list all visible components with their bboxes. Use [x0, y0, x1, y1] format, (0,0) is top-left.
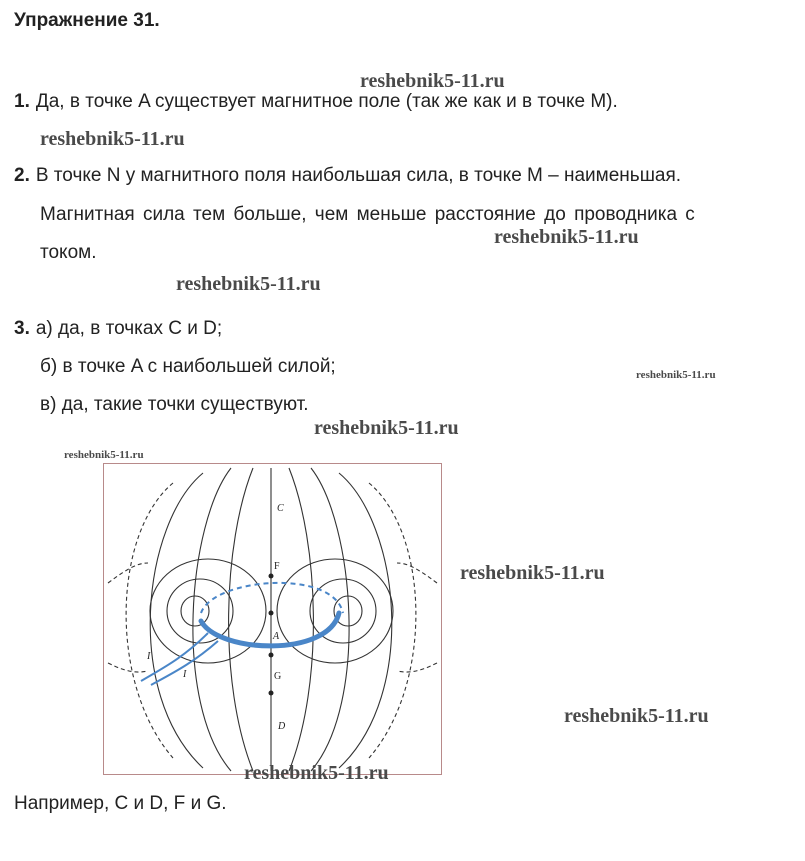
- point-upper-marker: [269, 611, 274, 616]
- field-line-left-4: [126, 483, 173, 758]
- field-lines: [108, 468, 437, 771]
- left-loop-mid: [167, 579, 233, 643]
- label-g: G: [274, 671, 282, 682]
- point-f-marker: [269, 574, 274, 579]
- label-c: C: [277, 503, 284, 514]
- label-current-2: I: [183, 669, 187, 680]
- watermark: reshebnik5-11.ru: [494, 226, 639, 248]
- answer-1-text: Да, в точке A существует магнитное поле (так же как и в точке M).: [35, 91, 618, 112]
- field-line-right-1: [289, 468, 313, 771]
- label-f: F: [274, 561, 280, 572]
- answer-1-number: 1.: [14, 91, 30, 112]
- left-loop-inner: [181, 596, 209, 626]
- watermark: reshebnik5-11.ru: [360, 70, 505, 92]
- field-line-left-6: [108, 663, 148, 672]
- answer-2-line-1: [14, 164, 681, 188]
- field-line-right-5: [397, 563, 437, 583]
- watermark: reshebnik5-11.ru: [314, 417, 459, 439]
- field-line-left-3: [150, 473, 203, 768]
- wire-loop-front: [201, 613, 339, 646]
- answer-3-number: 3.: [14, 318, 30, 339]
- label-a: A: [273, 631, 280, 642]
- example-text: Например, C и D, F и G.: [14, 793, 227, 814]
- field-line-right-2: [311, 468, 349, 771]
- answer-2-number: 2.: [14, 165, 30, 186]
- watermark: reshebnik5-11.ru: [244, 762, 389, 784]
- field-line-right-3: [339, 473, 392, 768]
- label-d: D: [278, 721, 286, 732]
- field-line-left-5: [108, 563, 148, 583]
- answer-3-b: б) в точке A с наибольшей силой;: [40, 356, 336, 377]
- point-g-marker: [269, 653, 274, 658]
- answer-3-a: а) да, в точках C и D;: [35, 318, 223, 339]
- watermark: reshebnik5-11.ru: [564, 705, 709, 727]
- magnetic-field-figure: [103, 463, 442, 775]
- exercise-title: Упражнение 31.: [14, 10, 160, 31]
- watermark: reshebnik5-11.ru: [40, 128, 185, 150]
- answer-2-line-2: Магнитная сила тем больше, чем меньше расстояние до проводника с: [40, 204, 695, 225]
- point-lower-marker: [269, 691, 274, 696]
- field-line-left-2: [193, 468, 231, 771]
- watermark: reshebnik5-11.ru: [636, 369, 716, 381]
- watermark: reshebnik5-11.ru: [460, 562, 605, 584]
- answer-2-line-3: током.: [40, 242, 97, 263]
- answer-3-c: в) да, такие точки существуют.: [40, 394, 309, 415]
- answer-3-line-a: [14, 317, 222, 341]
- watermark: reshebnik5-11.ru: [176, 273, 321, 295]
- answer-2-text-1: В точке N у магнитного поля наибольшая сила, в точке M – наименьшая.: [35, 165, 682, 186]
- watermark: reshebnik5-11.ru: [64, 449, 144, 461]
- field-line-right-6: [397, 663, 437, 672]
- answer-1: [14, 90, 618, 114]
- label-current-1: I: [147, 651, 151, 662]
